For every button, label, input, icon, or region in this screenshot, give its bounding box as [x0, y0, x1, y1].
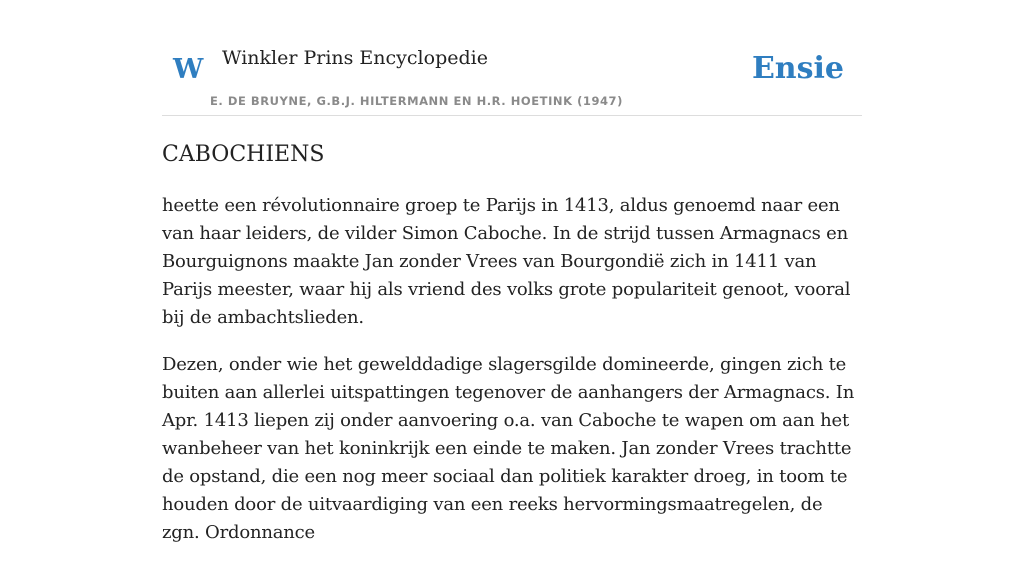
- article-title: CABOCHIENS: [162, 142, 325, 167]
- site-header: [162, 0, 862, 116]
- book-title[interactable]: Winkler Prins Encyclopedie: [222, 47, 488, 69]
- ensie-brand-logo[interactable]: Ensie: [751, 51, 844, 86]
- encyclopedia-logo[interactable]: W: [173, 54, 204, 85]
- article-paragraph: heette een révolutionnaire groep te Parijs in 1413, aldus genoemd naar een van haar leiders, de vilder Simon Caboche. In de strijd tussen Armagnacs en Bourguignons maakte Jan zonder Vrees van Bourgondië zich in 1411 van Parijs meester, waar hij als vriend des volks grote populariteit genoot, vooral bij de ambachtslieden.: [162, 195, 851, 328]
- book-authors: E. DE BRUYNE, G.B.J. HILTERMANN EN H.R. HOETINK (1947): [210, 94, 623, 108]
- article-page: [162, 0, 862, 543]
- article-body: [162, 192, 862, 566]
- article-paragraph: Dezen, onder wie het gewelddadige slagersgilde domineerde, gingen zich te buiten aan allerlei uitspattingen tegenover de aanhangers der Armagnacs. In Apr. 1413 liepen zij onder aanvoering o.a. van Caboche te wapen om aan het wanbeheer van het koninkrijk een einde te maken. Jan zonder Vrees trachtte de opstand, die een nog meer sociaal dan politiek karakter droeg, in toom te houden door de uitvaardiging van een reeks hervormingsmaatregelen, de zgn. Ordonnance: [162, 354, 855, 543]
